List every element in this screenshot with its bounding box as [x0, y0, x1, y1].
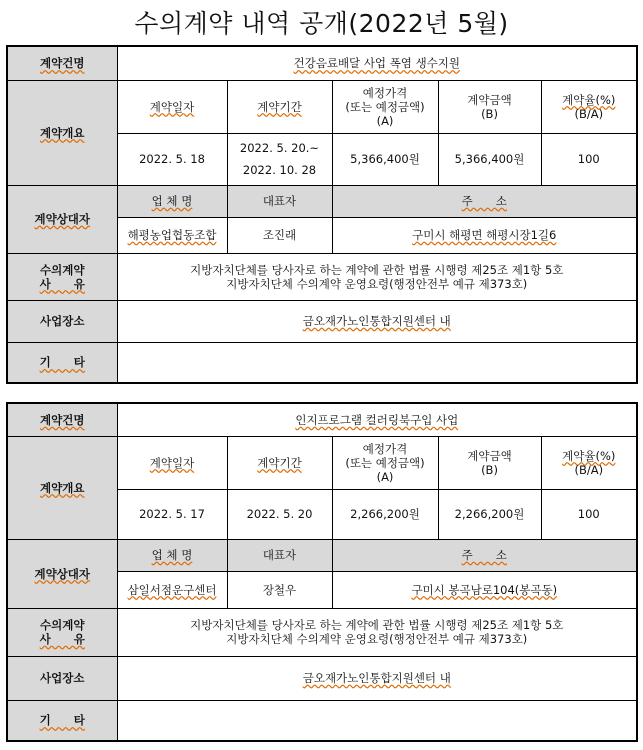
header-contract-date: 계약일자	[117, 80, 227, 133]
contract-table-1	[6, 45, 638, 384]
counterparty-label: 계약상대자	[7, 539, 117, 608]
representative-value: 장철우	[227, 571, 332, 608]
contract-date-value: 2022. 5. 18	[117, 133, 227, 185]
estimated-price-value: 5,366,400원	[332, 133, 438, 185]
site-value: 금오재가노인통합지원센터 내	[117, 300, 637, 342]
contract-amount-value: 2,266,200원	[438, 489, 541, 539]
contract-period-value: 2022. 5. 20	[227, 489, 332, 539]
header-contract-period: 계약기간	[227, 80, 332, 133]
header-contract-period: 계약기간	[227, 436, 332, 489]
header-estimated-price: 예정가격 (또는 예정금액) (A)	[332, 80, 438, 133]
contract-name-value: 인지프로그램 컬러링북구입 사업	[117, 403, 637, 436]
address-value: 구미시 해평면 해평시장1길6	[332, 217, 637, 253]
estimated-price-value: 2,266,200원	[332, 489, 438, 539]
counterparty-label: 계약상대자	[7, 185, 117, 253]
header-address: 주 소	[332, 539, 637, 571]
site-label: 사업장소	[7, 300, 117, 342]
etc-label: 기 타	[7, 342, 117, 383]
contract-rate-value: 100	[541, 489, 637, 539]
etc-value	[117, 342, 637, 383]
header-address: 주 소	[332, 185, 637, 217]
reason-value: 지방자치단체를 당사자로 하는 계약에 관한 법률 시행령 제25조 제1항 5호 지방자치단체 수의계약 운영요령(행정안전부 예규 제373호)	[117, 608, 637, 656]
contract-period-value: 2022. 5. 20.~ 2022. 10. 28	[227, 133, 332, 185]
header-contract-rate: 계약율(%) (B/A)	[541, 80, 637, 133]
header-company: 업 체 명	[117, 185, 227, 217]
company-value: 삼일서점운구센터	[117, 571, 227, 608]
site-value: 금오재가노인통합지원센터 내	[117, 656, 637, 700]
header-representative: 대표자	[227, 539, 332, 571]
header-representative: 대표자	[227, 185, 332, 217]
header-estimated-price: 예정가격 (또는 예정금액) (A)	[332, 436, 438, 489]
header-contract-amount: 계약금액 (B)	[438, 436, 541, 489]
site-label: 사업장소	[7, 656, 117, 700]
header-contract-date: 계약일자	[117, 436, 227, 489]
reason-label: 수의계약 사 유	[7, 608, 117, 656]
header-contract-amount: 계약금액 (B)	[438, 80, 541, 133]
reason-value: 지방자치단체를 당사자로 하는 계약에 관한 법률 시행령 제25조 제1항 5호 지방자치단체 수의계약 운영요령(행정안전부 예규 제373호)	[117, 253, 637, 300]
reason-label: 수의계약 사 유	[7, 253, 117, 300]
address-value: 구미시 봉곡남로104(봉곡동)	[332, 571, 637, 608]
contract-summary-label: 계약개요	[7, 80, 117, 185]
contract-table-2	[6, 402, 638, 742]
header-company: 업 체 명	[117, 539, 227, 571]
page-title: 수의계약 내역 공개(2022년 5월)	[134, 9, 509, 38]
contract-name-value: 건강음료배달 사업 폭염 생수지원	[117, 46, 637, 80]
contract-amount-value: 5,366,400원	[438, 133, 541, 185]
contract-name-label: 계약건명	[7, 403, 117, 436]
contract-name-label: 계약건명	[7, 46, 117, 80]
company-value: 해평농업협동조합	[117, 217, 227, 253]
contract-summary-label: 계약개요	[7, 436, 117, 539]
representative-value: 조진래	[227, 217, 332, 253]
etc-value	[117, 700, 637, 741]
etc-label: 기 타	[7, 700, 117, 741]
contract-date-value: 2022. 5. 17	[117, 489, 227, 539]
header-contract-rate: 계약율(%) (B/A)	[541, 436, 637, 489]
contract-rate-value: 100	[541, 133, 637, 185]
